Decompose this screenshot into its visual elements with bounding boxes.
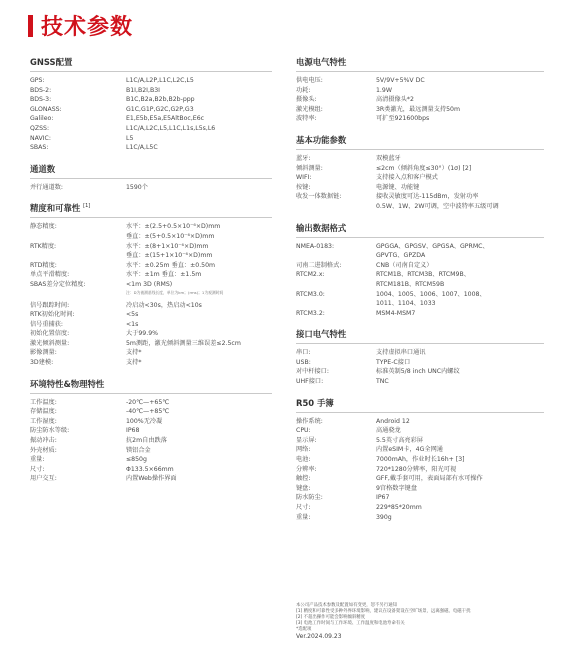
output-row	[296, 261, 544, 271]
spec-label: BDS-2:	[30, 86, 52, 94]
accuracy-row	[30, 261, 272, 271]
spec-label: GLONASS:	[30, 105, 62, 113]
spec-value: IP67	[376, 494, 390, 502]
environment-row	[30, 426, 272, 436]
spec-label: RTCM3.0:	[296, 290, 325, 298]
spec-value: 接收灵敏度可达-115dBm，发射功率	[376, 193, 479, 201]
gnss-row	[30, 124, 272, 134]
environment-row	[30, 407, 272, 417]
spec-label: 摄像头:	[296, 96, 317, 104]
spec-value: 抗2m自由跌落	[126, 437, 167, 445]
spec-value: IP68	[126, 427, 140, 435]
spec-label	[296, 202, 376, 212]
spec-value: 1004、1005、1006、1007、1008、	[376, 290, 486, 298]
r50-row	[296, 455, 544, 465]
footnotes	[296, 603, 546, 641]
accuracy-row	[30, 251, 272, 261]
spec-value: 5V/9V+5%V DC	[376, 77, 425, 84]
spec-label: 工作湿度:	[30, 417, 57, 425]
output-row	[296, 299, 544, 309]
section-title-output: 输出数据格式	[296, 222, 544, 238]
section-title-interface: 接口电气特性	[296, 328, 544, 344]
page-title: 技术参数	[41, 15, 134, 40]
spec-label: 按键:	[296, 183, 311, 191]
spec-label: GPS:	[30, 77, 45, 84]
spec-label: UHF接口:	[296, 378, 324, 386]
spec-label: USB:	[296, 358, 311, 366]
r50-row	[296, 465, 544, 475]
spec-value: L1C/A,L2C,L5,L1C,L1s,L5s,L6	[126, 124, 216, 132]
spec-label: 倾斜测量:	[296, 164, 323, 172]
r50-row	[296, 436, 544, 446]
basic-row	[296, 202, 544, 212]
spec-label: Galileo:	[30, 115, 54, 123]
spec-value: Android 12	[376, 417, 410, 425]
spec-label: 静态精度:	[30, 223, 57, 231]
spec-value: L1C/A,L5C	[126, 144, 158, 152]
gnss-row	[30, 105, 272, 115]
spec-value: 100%无冷凝	[126, 417, 163, 425]
spec-label: NMEA-0183:	[296, 242, 335, 250]
spec-value: ≤2cm（倾斜角度≤30°）(1σ) [2]	[376, 164, 472, 172]
left-column	[30, 56, 272, 494]
spec-label: RTCM3.2:	[296, 309, 325, 317]
spec-label: 蓝牙:	[296, 154, 311, 162]
performance-row	[30, 301, 272, 311]
spec-label: 激光模组:	[296, 105, 323, 113]
section-channels	[30, 163, 272, 193]
spec-label: 供电电压:	[296, 77, 323, 84]
spec-value: 720*1280分辨率，阳光可视	[376, 465, 457, 473]
accuracy-row	[30, 232, 272, 242]
basic-row	[296, 173, 544, 183]
spec-label: 对中杆接口:	[296, 368, 330, 376]
spec-value: 水平：±(8+1×10⁻⁶×D)mm	[126, 242, 209, 250]
spec-value: B1I,B2I,B3I	[126, 86, 160, 94]
spec-value: TYPE-C接口	[376, 358, 411, 366]
basic-row	[296, 164, 544, 174]
spec-label: 网络:	[296, 446, 311, 454]
spec-value: 垂直：±(5+0.5×10⁻⁶×D)mm	[126, 232, 215, 240]
spec-value: E1,E5b,E5a,E5AltBoc,E6c	[126, 115, 205, 123]
spec-label: 振动冲击:	[30, 437, 57, 445]
spec-label: 用户交互:	[30, 475, 57, 483]
spec-value: 5.5英寸高亮彩屏	[376, 436, 423, 444]
basic-row	[296, 183, 544, 193]
spec-value: 高通骁龙	[376, 427, 401, 435]
spec-value: 1590个	[126, 183, 148, 191]
right-column	[296, 56, 544, 532]
accuracy-title-text: 精度和可靠性	[30, 203, 81, 214]
r50-row	[296, 445, 544, 455]
performance-row	[30, 310, 272, 320]
spec-label: 初始化置信度:	[30, 330, 70, 338]
performance-row	[30, 358, 272, 368]
r50-row	[296, 493, 544, 503]
spec-value: <1s	[126, 320, 139, 328]
spec-label: CPU:	[296, 427, 311, 435]
r50-row	[296, 513, 544, 523]
performance-row	[30, 329, 272, 339]
interface-row	[296, 348, 544, 358]
spec-label: 信号重捕获:	[30, 320, 64, 328]
spec-value: 垂直：±(15+1×10⁻⁶×D)mm	[126, 252, 213, 260]
spec-label: 收发一体数据链:	[296, 193, 342, 201]
basic-row	[296, 192, 544, 202]
spec-value: 高清摄像头*2	[376, 96, 414, 104]
r50-row	[296, 484, 544, 494]
spec-value: 0.5W、1W、2W可调，空中波特率五级可调	[376, 202, 499, 210]
spec-label	[296, 280, 376, 290]
output-row	[296, 242, 544, 252]
channels-row	[30, 183, 272, 193]
output-row	[296, 290, 544, 300]
footnote-line: [1] 精度和可靠性受多种外界环境影响，建议在设备架设在空旷场景，远离强磁、电磁干扰	[296, 609, 471, 615]
power-row	[296, 76, 544, 86]
spec-value: RTCM181B、RTCM59B	[376, 280, 445, 288]
environment-row	[30, 446, 272, 456]
spec-label: 重量:	[296, 513, 311, 521]
interface-row	[296, 358, 544, 368]
spec-label: RTD精度:	[30, 261, 57, 269]
spec-value: 9宫格数字键盘	[376, 484, 418, 492]
power-row	[296, 114, 544, 124]
spec-value: -20℃—+65℃	[126, 398, 170, 406]
spec-value: GPVTG、GPZDA	[376, 252, 426, 260]
spec-value: <1m 3D (RMS)	[126, 280, 173, 288]
environment-row	[30, 436, 272, 446]
spec-value: L5	[126, 134, 134, 142]
spec-value: 水平：±(2.5+0.5×10⁻⁶×D)mm	[126, 223, 221, 231]
section-title-power: 电源电气特性	[296, 56, 544, 72]
spec-label: 键盘:	[296, 484, 311, 492]
spec-value: 电源键、功能键	[376, 183, 420, 191]
gnss-row	[30, 143, 272, 153]
spec-label: 3D建模:	[30, 359, 54, 367]
spec-value: 1.9W	[376, 86, 392, 94]
spec-label: NAVIC:	[30, 134, 51, 142]
spec-label: RTCM2.x:	[296, 271, 325, 279]
section-title-basic: 基本功能参数	[296, 134, 544, 150]
section-output	[296, 222, 544, 319]
spec-value: 双模蓝牙	[376, 154, 401, 162]
power-row	[296, 95, 544, 105]
gnss-row	[30, 95, 272, 105]
performance-row	[30, 348, 272, 358]
r50-row	[296, 474, 544, 484]
spec-value: 390g	[376, 513, 392, 521]
spec-label: 触控:	[296, 475, 311, 483]
spec-label: WIFI:	[296, 174, 312, 182]
output-row	[296, 309, 544, 319]
accuracy-row	[30, 270, 272, 280]
spec-value: 内置Web操作界面	[126, 475, 177, 483]
section-title-accuracy	[30, 202, 272, 218]
spec-label	[296, 251, 376, 261]
spec-value: 5m测距，激光倾斜测量三维误差≤2.5cm	[126, 339, 241, 347]
spec-label: BDS-3:	[30, 96, 52, 104]
power-row	[296, 105, 544, 115]
spec-value: 水平：±0.25m 垂直：±0.50m	[126, 261, 216, 269]
page-header	[28, 10, 133, 41]
spec-label: 存储温度:	[30, 408, 57, 416]
spec-label: 尺寸:	[30, 465, 45, 473]
accuracy-note: 注：D为被测基线长度，单位为km；(rms)；1为观测时间	[126, 289, 224, 295]
section-title-gnss: GNSS配置	[30, 56, 272, 72]
spec-value: -40℃—+85℃	[126, 408, 170, 416]
gnss-row	[30, 114, 272, 124]
spec-value: 支持*	[126, 349, 142, 357]
spec-label	[30, 251, 126, 261]
section-accuracy	[30, 202, 272, 367]
spec-value: Φ133.5×66mm	[126, 465, 174, 473]
spec-value: 标准英制5/8 inch UNC内螺纹	[376, 368, 460, 376]
spec-label: 防尘防水等级:	[30, 427, 70, 435]
spec-value: 7000mAh，作业时长16h+ [3]	[376, 456, 465, 464]
spec-label: 波特率:	[296, 115, 317, 123]
r50-row	[296, 417, 544, 427]
section-interface	[296, 328, 544, 386]
spec-label: 并行通道数:	[30, 183, 64, 191]
performance-row	[30, 320, 272, 330]
footnote-line: 本公司产品技术参数及配置如有变更，恕不另行通知	[296, 603, 397, 608]
spec-value: G1C,G1P,G2C,G2P,G3	[126, 105, 194, 113]
spec-value: GFF,戴手套可用，表面局部有水可操作	[376, 475, 483, 483]
section-title-environment: 环境特性&物理特性	[30, 378, 272, 394]
spec-label: 工作温度:	[30, 398, 57, 406]
spec-label: 信号跟踪时间:	[30, 301, 70, 309]
section-environment	[30, 378, 272, 484]
section-gnss	[30, 56, 272, 153]
spec-value: <5s	[126, 311, 139, 319]
section-title-r50: R50 手簿	[296, 397, 544, 413]
spec-value: CNB（司南自定义）	[376, 261, 433, 269]
spec-label: 电池:	[296, 456, 311, 464]
environment-row	[30, 474, 272, 484]
interface-row	[296, 377, 544, 387]
spec-value: 冷启动<30s，热启动<10s	[126, 301, 202, 309]
spec-label: 司南二进制格式:	[296, 261, 342, 269]
spec-label: SBAS:	[30, 144, 49, 152]
section-title-channels: 通道数	[30, 163, 272, 179]
spec-value: ≤850g	[126, 456, 147, 464]
gnss-row	[30, 86, 272, 96]
environment-row	[30, 455, 272, 465]
spec-value: L1C/A,L2P,L1C,L2C,L5	[126, 77, 194, 84]
spec-label: RTK精度:	[30, 242, 57, 250]
interface-row	[296, 367, 544, 377]
footnote-line: [2] 不超出操作可能会影响倾斜精度	[296, 615, 366, 621]
output-row	[296, 251, 544, 261]
spec-value: TNC	[376, 378, 389, 386]
spec-value: 大于99.9%	[126, 330, 159, 338]
performance-row	[30, 339, 272, 349]
environment-row	[30, 417, 272, 427]
spec-label: 功耗:	[296, 86, 311, 94]
spec-label: 外壳材质:	[30, 446, 57, 454]
spec-label: 防水防尘:	[296, 494, 323, 502]
accuracy-row	[30, 242, 272, 252]
spec-label: 激光倾斜测量:	[30, 339, 70, 347]
output-row	[296, 280, 544, 290]
spec-label: 操作系统:	[296, 417, 323, 425]
accuracy-footnote-mark: [1]	[83, 203, 91, 210]
gnss-row	[30, 134, 272, 144]
r50-row	[296, 426, 544, 436]
footnote-line: [3] 电池工作时间与工作环境、工作温度和电池寿命有关	[296, 621, 405, 627]
spec-label	[30, 232, 126, 242]
section-basic	[296, 134, 544, 212]
accuracy-row	[30, 222, 272, 232]
spec-label: 串口:	[296, 349, 311, 357]
basic-row	[296, 154, 544, 164]
spec-value: 内置eSIM卡，4G全网通	[376, 446, 443, 454]
power-row	[296, 86, 544, 96]
version-label: Ver.2024.09.23	[296, 633, 342, 641]
spec-label	[296, 299, 376, 309]
spec-value: MSM4-MSM7	[376, 309, 416, 317]
accuracy-row	[30, 280, 272, 290]
spec-value: 1011、1104、1033	[376, 300, 436, 308]
spec-value: B1C,B2a,B2b,B2b-ppp	[126, 96, 195, 104]
output-row	[296, 270, 544, 280]
spec-label: RTK初始化时间:	[30, 311, 75, 319]
spec-value: 3R类激光，最远测量支持50m	[376, 105, 461, 113]
spec-value: 水平：±1m 垂直：±1.5m	[126, 271, 202, 279]
spec-label: QZSS:	[30, 124, 50, 132]
spec-label: SBAS差分定位精度:	[30, 280, 86, 288]
section-power	[296, 56, 544, 124]
spec-label: 分辨率:	[296, 465, 317, 473]
title-accent-bar	[28, 15, 33, 37]
spec-value: 可扩至921600bps	[376, 115, 430, 123]
spec-value: 229*85*20mm	[376, 504, 422, 511]
spec-label: 显示屏:	[296, 436, 317, 444]
gnss-row	[30, 76, 272, 86]
spec-value: 支持接入点和客户模式	[376, 174, 438, 182]
spec-label: 单点平滑精度:	[30, 271, 70, 279]
spec-label: 重量:	[30, 456, 45, 464]
spec-value: 支持虚拟串口通讯	[376, 349, 426, 357]
section-r50	[296, 397, 544, 523]
r50-row	[296, 503, 544, 513]
spec-value: 镁铝合金	[126, 446, 151, 454]
spec-value: GPGGA、GPGSV、GPGSA、GPRMC、	[376, 242, 489, 250]
spec-label: 尺寸:	[296, 504, 311, 511]
spec-label: 影像测量:	[30, 349, 57, 357]
spec-value: RTCM1B、RTCM3B、RTCM9B、	[376, 271, 470, 279]
environment-row	[30, 465, 272, 475]
spec-value: 支持*	[126, 359, 142, 367]
footnote-line: *选配项	[296, 627, 312, 633]
environment-row	[30, 398, 272, 408]
